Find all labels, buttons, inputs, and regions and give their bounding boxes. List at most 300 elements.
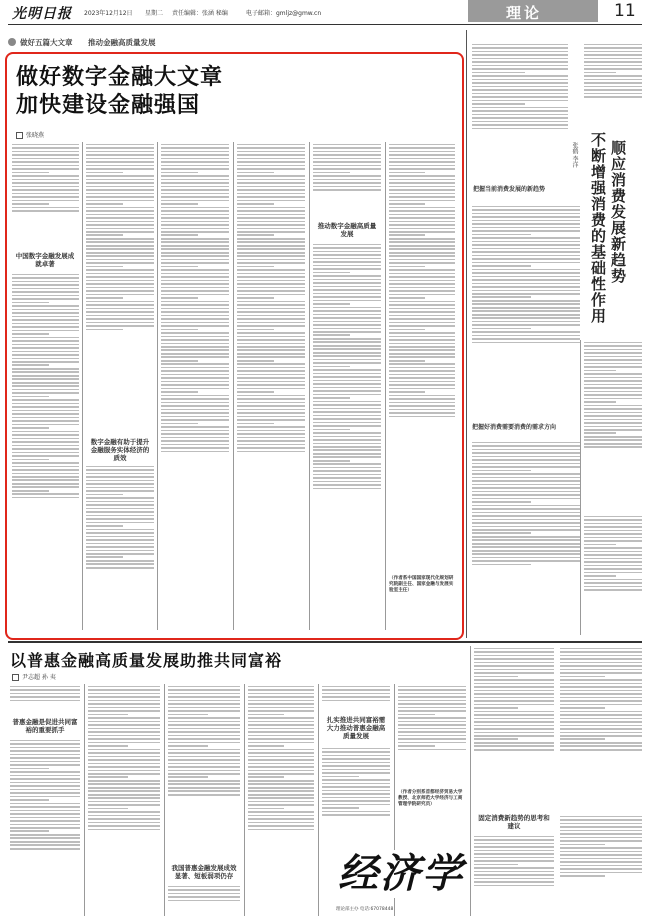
text-line bbox=[88, 773, 160, 775]
text-line bbox=[10, 799, 49, 801]
text-line bbox=[472, 65, 568, 67]
text-line bbox=[560, 735, 642, 737]
text-line bbox=[168, 749, 240, 751]
text-line bbox=[389, 311, 455, 313]
text-line bbox=[389, 259, 455, 261]
text-line bbox=[88, 770, 160, 772]
text-line bbox=[12, 479, 79, 481]
text-line bbox=[10, 754, 80, 756]
text-line bbox=[322, 811, 390, 813]
text-line bbox=[389, 228, 455, 230]
text-line bbox=[313, 179, 381, 181]
text-line bbox=[237, 356, 305, 358]
text-line bbox=[398, 745, 435, 747]
text-line bbox=[313, 247, 381, 249]
text-line bbox=[161, 290, 229, 292]
text-line bbox=[168, 738, 240, 740]
text-line bbox=[389, 346, 455, 348]
text-line bbox=[88, 811, 160, 813]
text-line bbox=[560, 700, 642, 702]
text-line bbox=[472, 508, 580, 510]
text-line bbox=[389, 283, 455, 285]
text-line bbox=[237, 241, 305, 243]
text-line bbox=[168, 766, 240, 768]
text-line bbox=[161, 447, 229, 449]
text-line bbox=[322, 758, 390, 760]
text-line bbox=[248, 801, 314, 803]
text-line bbox=[474, 714, 554, 716]
text-line bbox=[86, 266, 123, 268]
text-line bbox=[389, 182, 455, 184]
text-line bbox=[472, 459, 580, 461]
text-line bbox=[398, 710, 466, 712]
text-line bbox=[237, 248, 305, 250]
text-line bbox=[248, 804, 314, 806]
text-line bbox=[584, 540, 642, 542]
text-line bbox=[248, 822, 314, 824]
text-line bbox=[472, 484, 580, 486]
text-line bbox=[248, 797, 314, 799]
text-line bbox=[313, 408, 381, 410]
text-line bbox=[237, 297, 274, 299]
text-line bbox=[161, 193, 229, 195]
text-line bbox=[248, 703, 314, 705]
text-line bbox=[168, 703, 240, 705]
text-line bbox=[313, 474, 381, 476]
text-line bbox=[88, 797, 160, 799]
text-line bbox=[88, 787, 160, 789]
text-line bbox=[88, 759, 160, 761]
text-line bbox=[161, 346, 229, 348]
text-line bbox=[237, 370, 305, 372]
text-line bbox=[389, 336, 455, 338]
text-line bbox=[237, 283, 305, 285]
text-line bbox=[472, 456, 580, 458]
text-line bbox=[472, 262, 580, 264]
text-line bbox=[472, 452, 580, 454]
text-line bbox=[398, 735, 466, 737]
text-line bbox=[560, 851, 642, 853]
banner-badge-icon bbox=[8, 38, 16, 46]
text-line bbox=[237, 273, 305, 275]
text-line bbox=[313, 300, 381, 302]
text-line bbox=[12, 438, 79, 440]
text-line bbox=[88, 700, 160, 702]
text-line bbox=[472, 82, 568, 84]
right-col-intro bbox=[584, 42, 642, 132]
text-line bbox=[313, 394, 381, 396]
text-line bbox=[248, 728, 314, 730]
text-line bbox=[168, 700, 240, 702]
text-line bbox=[161, 252, 229, 254]
text-line bbox=[472, 296, 531, 298]
text-line bbox=[313, 314, 381, 316]
text-line bbox=[168, 776, 208, 778]
text-line bbox=[12, 189, 79, 191]
text-line bbox=[86, 539, 154, 541]
text-line bbox=[237, 402, 305, 404]
text-line bbox=[161, 451, 229, 453]
text-line bbox=[472, 466, 580, 468]
text-line bbox=[584, 86, 642, 88]
text-line bbox=[161, 182, 229, 184]
text-line bbox=[248, 696, 314, 698]
text-line bbox=[161, 391, 198, 393]
text-line bbox=[248, 700, 314, 702]
text-line bbox=[237, 217, 305, 219]
text-line bbox=[10, 761, 80, 763]
text-line bbox=[398, 717, 466, 719]
text-line bbox=[161, 294, 229, 296]
text-line bbox=[472, 473, 580, 475]
text-line bbox=[10, 747, 80, 749]
text-line bbox=[168, 889, 240, 891]
text-line bbox=[584, 96, 642, 98]
text-line bbox=[389, 318, 455, 320]
main-title-line1: 做好数字金融大文章 bbox=[16, 64, 224, 90]
text-line bbox=[237, 172, 274, 174]
text-line bbox=[12, 326, 79, 328]
text-line bbox=[472, 61, 568, 63]
text-line bbox=[88, 801, 160, 803]
text-line bbox=[237, 349, 305, 351]
text-line bbox=[12, 277, 79, 279]
text-line bbox=[12, 452, 79, 454]
text-line bbox=[12, 410, 79, 412]
text-line bbox=[86, 508, 154, 510]
text-line bbox=[313, 293, 381, 295]
text-line bbox=[398, 689, 466, 691]
text-line bbox=[313, 404, 381, 406]
text-line bbox=[472, 54, 568, 56]
text-line bbox=[584, 82, 642, 84]
text-line bbox=[86, 311, 154, 313]
text-line bbox=[322, 793, 390, 795]
text-line bbox=[86, 550, 154, 552]
text-line bbox=[237, 210, 305, 212]
text-line bbox=[161, 287, 229, 289]
text-line bbox=[86, 560, 154, 562]
text-line bbox=[168, 773, 240, 775]
lower-col-7 bbox=[474, 646, 554, 812]
text-line bbox=[168, 794, 240, 796]
text-line bbox=[10, 827, 80, 829]
text-line bbox=[86, 490, 154, 492]
text-line bbox=[161, 388, 229, 390]
text-line bbox=[161, 154, 229, 156]
text-line bbox=[584, 415, 642, 417]
text-line bbox=[389, 374, 455, 376]
text-line bbox=[322, 772, 390, 774]
text-line bbox=[12, 347, 79, 349]
text-line bbox=[584, 554, 642, 556]
text-line bbox=[472, 121, 568, 123]
text-line bbox=[313, 449, 381, 451]
text-line bbox=[248, 811, 314, 813]
text-line bbox=[161, 433, 229, 435]
text-line bbox=[313, 338, 381, 340]
text-line bbox=[12, 281, 79, 283]
text-line bbox=[313, 182, 381, 184]
text-line bbox=[237, 234, 274, 236]
text-line bbox=[88, 714, 128, 716]
text-line bbox=[237, 405, 305, 407]
text-line bbox=[86, 165, 154, 167]
text-line bbox=[322, 686, 390, 688]
right-title-line1: 顺应消费发展新趋势 bbox=[609, 140, 627, 284]
text-line bbox=[584, 387, 642, 389]
text-line bbox=[12, 305, 79, 307]
text-line bbox=[472, 526, 580, 528]
text-line bbox=[12, 354, 79, 356]
text-line bbox=[161, 343, 229, 345]
text-line bbox=[12, 333, 49, 335]
text-line bbox=[472, 529, 580, 531]
text-line bbox=[12, 193, 79, 195]
text-line bbox=[237, 193, 305, 195]
text-line bbox=[12, 319, 79, 321]
text-line bbox=[472, 543, 580, 545]
text-line bbox=[313, 272, 350, 274]
text-line bbox=[10, 775, 80, 777]
text-line bbox=[86, 255, 154, 257]
text-line bbox=[389, 367, 455, 369]
text-line bbox=[237, 214, 305, 216]
text-line bbox=[472, 536, 580, 538]
text-line bbox=[86, 476, 154, 478]
text-line bbox=[161, 158, 229, 160]
text-line bbox=[389, 262, 455, 264]
text-line bbox=[12, 351, 79, 353]
text-line bbox=[472, 498, 580, 500]
text-line bbox=[472, 560, 580, 562]
text-line bbox=[161, 241, 229, 243]
text-line bbox=[237, 144, 305, 146]
text-line bbox=[472, 124, 568, 126]
lower-subhead-2: 我国普惠金融发展成效显著、短板弱项仍存 bbox=[171, 864, 237, 880]
text-line bbox=[248, 735, 314, 737]
text-line bbox=[248, 693, 314, 695]
text-line bbox=[389, 273, 455, 275]
text-line bbox=[560, 669, 642, 671]
text-line bbox=[10, 771, 80, 773]
text-line bbox=[584, 44, 642, 46]
text-line bbox=[88, 776, 128, 778]
text-line bbox=[86, 214, 154, 216]
text-line bbox=[560, 738, 605, 740]
text-line bbox=[86, 189, 154, 191]
text-line bbox=[86, 322, 154, 324]
text-line bbox=[12, 309, 79, 311]
section-divider bbox=[8, 641, 642, 643]
main-col-1 bbox=[12, 142, 79, 250]
text-line bbox=[472, 293, 580, 295]
text-line bbox=[322, 807, 359, 809]
text-line bbox=[474, 839, 554, 841]
text-line bbox=[472, 321, 580, 323]
text-line bbox=[161, 224, 229, 226]
text-line bbox=[161, 217, 229, 219]
text-line bbox=[12, 420, 79, 422]
text-line bbox=[389, 269, 455, 271]
text-line bbox=[248, 749, 314, 751]
text-line bbox=[237, 419, 305, 421]
text-line bbox=[168, 752, 240, 754]
text-line bbox=[389, 217, 455, 219]
text-line bbox=[86, 473, 154, 475]
text-line bbox=[389, 252, 455, 254]
text-line bbox=[86, 280, 154, 282]
text-line bbox=[472, 279, 580, 281]
text-line bbox=[560, 679, 642, 681]
text-line bbox=[389, 248, 455, 250]
text-line bbox=[161, 384, 229, 386]
text-line bbox=[248, 776, 284, 778]
main-col-2 bbox=[86, 142, 154, 434]
text-line bbox=[472, 258, 580, 260]
text-line bbox=[237, 147, 305, 149]
text-line bbox=[248, 818, 314, 820]
text-line bbox=[88, 749, 160, 751]
text-line bbox=[248, 689, 314, 691]
text-line bbox=[584, 72, 616, 74]
text-line bbox=[161, 381, 229, 383]
text-line bbox=[12, 344, 79, 346]
text-line bbox=[12, 399, 79, 401]
text-line bbox=[12, 483, 79, 485]
text-line bbox=[474, 881, 554, 883]
text-line bbox=[389, 193, 455, 195]
text-line bbox=[322, 689, 390, 691]
text-line bbox=[560, 655, 642, 657]
text-line bbox=[12, 158, 79, 160]
text-line bbox=[584, 398, 642, 400]
text-line bbox=[237, 367, 305, 369]
text-line bbox=[584, 75, 642, 77]
newspaper-logo: 光明日报 bbox=[12, 6, 72, 22]
text-line bbox=[237, 207, 305, 209]
text-line bbox=[161, 269, 229, 271]
text-line bbox=[584, 89, 642, 91]
text-line bbox=[161, 409, 229, 411]
text-line bbox=[560, 872, 642, 874]
text-line bbox=[12, 417, 79, 419]
text-line bbox=[474, 711, 554, 713]
text-line bbox=[474, 864, 518, 866]
text-line bbox=[313, 282, 381, 284]
text-line bbox=[237, 255, 305, 257]
text-line bbox=[474, 693, 554, 695]
text-line bbox=[168, 790, 240, 792]
text-line bbox=[10, 700, 80, 702]
text-line bbox=[237, 290, 305, 292]
text-line bbox=[12, 413, 79, 415]
text-line bbox=[161, 259, 229, 261]
text-line bbox=[86, 203, 123, 205]
text-line bbox=[168, 717, 240, 719]
text-line bbox=[161, 228, 229, 230]
text-line bbox=[248, 686, 314, 688]
text-line bbox=[322, 779, 390, 781]
text-line bbox=[474, 850, 554, 852]
text-line bbox=[161, 356, 229, 358]
text-line bbox=[86, 217, 154, 219]
text-line bbox=[168, 759, 240, 761]
text-line bbox=[313, 390, 381, 392]
text-line bbox=[12, 179, 79, 181]
text-line bbox=[389, 402, 455, 404]
main-subhead-3: 推动数字金融高质量发展 bbox=[317, 222, 377, 238]
text-line bbox=[88, 794, 160, 796]
text-line bbox=[389, 388, 455, 390]
text-line bbox=[472, 487, 580, 489]
masthead bbox=[0, 0, 650, 28]
text-line bbox=[86, 231, 154, 233]
text-line bbox=[472, 251, 580, 253]
right-title-line2: 不断增强消费的基础性作用 bbox=[589, 132, 607, 324]
text-line bbox=[474, 718, 554, 720]
text-line bbox=[248, 745, 284, 747]
text-line bbox=[86, 304, 154, 306]
text-line bbox=[313, 321, 381, 323]
text-line bbox=[12, 403, 79, 405]
text-line bbox=[313, 477, 381, 479]
text-line bbox=[12, 466, 79, 468]
text-line bbox=[161, 318, 229, 320]
text-line bbox=[472, 209, 580, 211]
text-line bbox=[313, 261, 381, 263]
text-line bbox=[584, 446, 642, 448]
text-line bbox=[313, 362, 381, 364]
text-line bbox=[472, 553, 580, 555]
text-line bbox=[389, 405, 455, 407]
text-line bbox=[472, 539, 580, 541]
text-line bbox=[10, 841, 80, 843]
text-line bbox=[322, 700, 390, 702]
text-line bbox=[584, 419, 642, 421]
text-line bbox=[12, 431, 79, 433]
text-line bbox=[472, 100, 568, 102]
text-line bbox=[168, 893, 240, 895]
text-line bbox=[161, 440, 229, 442]
text-line bbox=[86, 179, 154, 181]
text-line bbox=[474, 686, 554, 688]
text-line bbox=[237, 444, 305, 446]
right-col-2 bbox=[584, 340, 642, 510]
text-line bbox=[560, 830, 642, 832]
text-line bbox=[398, 721, 466, 723]
text-line bbox=[248, 756, 314, 758]
text-line bbox=[474, 676, 518, 678]
text-line bbox=[12, 340, 79, 342]
text-line bbox=[161, 165, 229, 167]
text-line bbox=[389, 161, 455, 163]
main-col-3 bbox=[161, 142, 229, 627]
text-line bbox=[389, 416, 455, 418]
text-line bbox=[584, 530, 642, 532]
text-line bbox=[472, 449, 580, 451]
text-line bbox=[161, 186, 229, 188]
text-line bbox=[86, 511, 154, 513]
text-line bbox=[88, 731, 160, 733]
main-subhead-2: 数字金融有助于提升金融服务实体经济的质效 bbox=[90, 438, 150, 462]
text-line bbox=[389, 189, 455, 191]
text-line bbox=[161, 322, 229, 324]
text-line bbox=[560, 865, 642, 867]
text-line bbox=[10, 689, 80, 691]
text-line bbox=[474, 679, 554, 681]
lower-subhead-3: 扎实推进共同富裕需大力推动普惠金融高质量发展 bbox=[326, 716, 386, 740]
